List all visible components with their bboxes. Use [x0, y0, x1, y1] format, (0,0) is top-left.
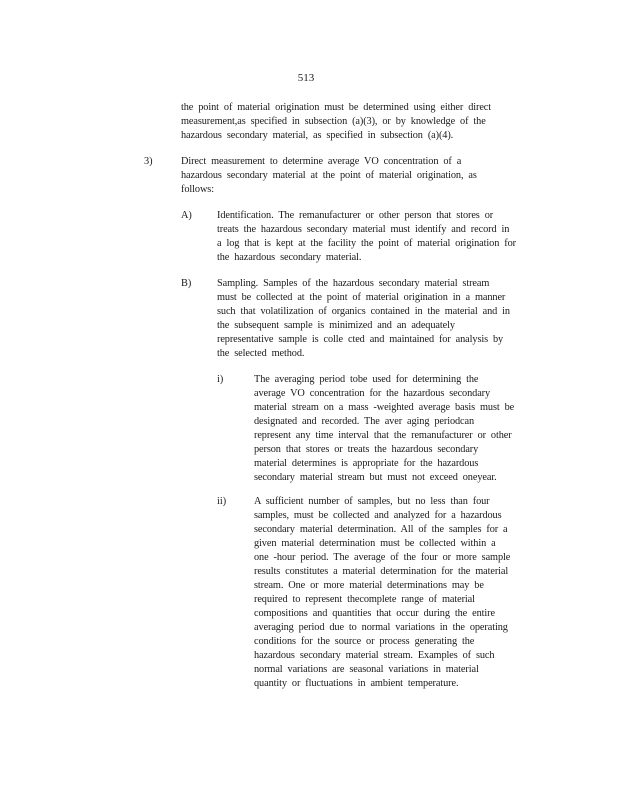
- text-line: the selected method.: [217, 348, 305, 359]
- text-line: material determines is appropriate for the hazardous: [254, 458, 479, 469]
- text-line: the point of material origination must be determined using either direct: [181, 102, 492, 113]
- text-line: hazardous secondary material at the point of material origination, as: [181, 170, 477, 181]
- text-line: Sampling. Samples of the hazardous secondary material stream: [217, 278, 490, 289]
- page-number: 513: [297, 72, 315, 84]
- text-line: secondary material determination. All of the samples for a: [254, 524, 508, 535]
- text-line: quantity or fluctuations in ambient temperature.: [254, 678, 459, 689]
- text-line: secondary material stream but must not exceed oneyear.: [254, 472, 497, 483]
- item-B-label: B): [181, 278, 192, 289]
- item-B-text: [217, 277, 540, 361]
- text-line: a log that is kept at the facility the point of material origination for: [217, 238, 516, 249]
- text-line: compositions and quantities that occur during the entire: [254, 608, 495, 619]
- text-line: average VO concentration for the hazardous secondary: [254, 388, 491, 399]
- text-line: treats the hazardous secondary material must identify and record in: [217, 224, 510, 235]
- text-line: material stream on a mass -weighted average basis must be: [254, 402, 515, 413]
- text-line: hazardous secondary material stream. Examples of such: [254, 650, 495, 661]
- text-line: representative sample is colle cted and maintained for analysis by: [217, 334, 504, 345]
- text-line: results constitutes a material determination for the material: [254, 566, 509, 577]
- text-line: the hazardous secondary material.: [217, 252, 362, 263]
- text-line: given material determination must be collected within a: [254, 538, 496, 549]
- text-line: such that volatilization of organics contained in the material and in: [217, 306, 510, 317]
- text-line: hazardous secondary material, as specified in subsection (a)(4).: [181, 130, 454, 141]
- text-line: averaging period due to normal variations in the operating: [254, 622, 508, 633]
- text-line: the subsequent sample is minimized and an adequately: [217, 320, 455, 331]
- item-3-label: 3): [144, 156, 153, 167]
- text-line: one -hour period. The average of the four or more sample: [254, 552, 511, 563]
- item-A-text: [217, 209, 540, 265]
- text-line: normal variations are seasonal variations in material: [254, 664, 479, 675]
- text-line: Identification. The remanufacturer or other person that stores or: [217, 210, 494, 221]
- item-ii-text: [254, 495, 538, 691]
- text-line: measurement,as specified in subsection (a)(3), or by knowledge of the: [181, 116, 486, 127]
- item-i-text: [254, 373, 538, 485]
- text-line: represent any time interval that the remanufacturer or other: [254, 430, 512, 441]
- text-line: samples, must be collected and analyzed for a hazardous: [254, 510, 502, 521]
- intro-paragraph: [181, 101, 519, 143]
- item-A-label: A): [181, 210, 192, 221]
- text-line: The averaging period tobe used for determining the: [254, 374, 479, 385]
- text-line: person that stores or treats the hazardous secondary: [254, 444, 479, 455]
- text-line: required to represent thecomplete range of material: [254, 594, 475, 605]
- text-line: stream. One or more material determinations may be: [254, 580, 484, 591]
- text-line: must be collected at the point of material origination in a manner: [217, 292, 506, 303]
- text-line: Direct measurement to determine average VO concentration of a: [181, 156, 462, 167]
- text-line: designated and recorded. The aver aging periodcan: [254, 416, 475, 427]
- text-line: conditions for the source or process generating the: [254, 636, 475, 647]
- item-i-label: i): [217, 374, 224, 385]
- item-3-text: [181, 155, 511, 197]
- text-line: follows:: [181, 184, 214, 195]
- text-line: A sufficient number of samples, but no less than four: [254, 496, 490, 507]
- item-ii-label: ii): [217, 496, 227, 507]
